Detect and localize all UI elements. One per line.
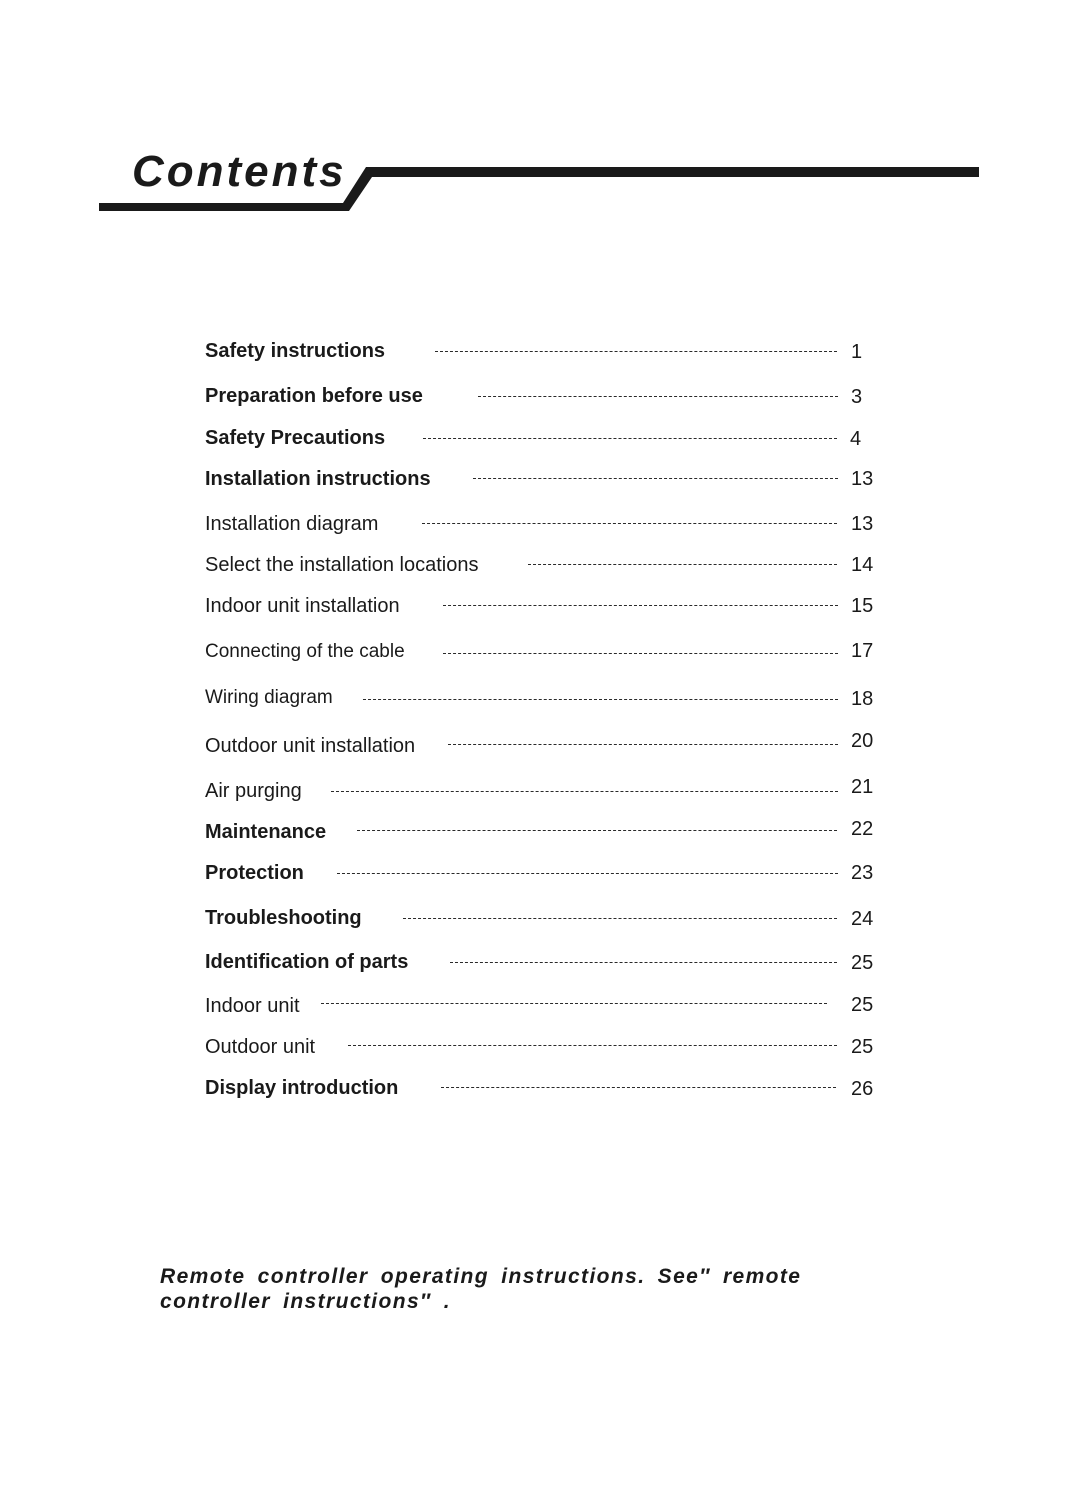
- toc-entry-label: Air purging: [205, 780, 302, 802]
- toc-page-number: 25: [851, 1036, 874, 1058]
- toc-leader-dots: [478, 396, 838, 397]
- toc-page-number: 13: [851, 513, 874, 535]
- toc-entry-label: Outdoor unit: [205, 1036, 316, 1058]
- toc-row[interactable]: [205, 900, 885, 930]
- toc-leader-dots: [528, 564, 837, 565]
- toc-page-number: 25: [851, 952, 874, 974]
- toc-entry-label: Installation instructions: [205, 468, 431, 490]
- toc-row[interactable]: [205, 461, 885, 491]
- toc-entry-label: Preparation before use: [205, 385, 423, 407]
- toc-leader-dots: [403, 918, 837, 919]
- toc-leader-dots: [422, 523, 837, 524]
- toc-entry-label: Select the installation locations: [205, 554, 479, 576]
- toc-page-number: 13: [851, 468, 874, 490]
- toc-entry-label: Display introduction: [205, 1077, 399, 1099]
- toc-leader-dots: [337, 873, 838, 874]
- toc-leader-dots: [348, 1045, 837, 1046]
- toc-row[interactable]: [205, 333, 885, 363]
- toc-row[interactable]: [205, 378, 885, 408]
- toc-page-number: 25: [851, 994, 874, 1016]
- toc-entry-label: Protection: [205, 862, 304, 884]
- toc-entry-label: Indoor unit installation: [205, 595, 400, 617]
- toc-row[interactable]: [205, 855, 885, 885]
- toc-leader-dots: [450, 962, 837, 963]
- toc-page-number: 15: [851, 595, 874, 617]
- toc-page-number: 14: [851, 554, 874, 576]
- toc-row[interactable]: [205, 588, 885, 618]
- toc-page-number: 4: [850, 428, 862, 450]
- toc-entry-label: Maintenance: [205, 821, 327, 843]
- toc-entry-label: Indoor unit: [205, 995, 300, 1017]
- toc-row[interactable]: [205, 547, 885, 577]
- toc-leader-dots: [435, 351, 837, 352]
- toc-row[interactable]: [205, 506, 885, 536]
- toc-row[interactable]: [205, 814, 885, 844]
- toc-page-number: 17: [851, 640, 874, 662]
- toc-entry-label: Wiring diagram: [205, 687, 333, 708]
- toc-leader-dots: [473, 478, 838, 479]
- toc-page-number: 23: [851, 862, 874, 884]
- toc-leader-dots: [441, 1087, 836, 1088]
- toc-entry-label: Identification of parts: [205, 951, 409, 973]
- toc-entry-label: Safety instructions: [205, 340, 386, 362]
- toc-entry-label: Outdoor unit installation: [205, 735, 416, 757]
- toc-row[interactable]: [205, 420, 885, 450]
- toc-page-number: 18: [851, 688, 874, 710]
- toc-leader-dots: [443, 605, 838, 606]
- toc-leader-dots: [321, 1003, 827, 1004]
- toc-row[interactable]: [205, 728, 885, 758]
- toc-leader-dots: [363, 699, 838, 700]
- toc-page-number: 20: [851, 730, 874, 752]
- toc-row[interactable]: [205, 988, 885, 1018]
- toc-leader-dots: [443, 653, 838, 654]
- toc-entry-label: Connecting of the cable: [205, 641, 405, 662]
- toc-row[interactable]: [205, 944, 885, 974]
- toc-page-number: 1: [851, 341, 863, 363]
- toc-row[interactable]: [205, 773, 885, 803]
- toc-page-number: 3: [851, 386, 863, 408]
- toc-page-number: 26: [851, 1078, 874, 1100]
- toc-page-number: 24: [851, 908, 874, 930]
- remote-controller-note: Remote controller operating instructions. See″ remote controller instructions″ .: [160, 1265, 802, 1313]
- toc-row[interactable]: [205, 680, 885, 710]
- toc-page-number: 22: [851, 818, 874, 840]
- toc-leader-dots: [331, 791, 838, 792]
- toc-row[interactable]: [205, 1029, 885, 1059]
- page-title: Contents: [132, 147, 347, 196]
- toc-row[interactable]: [205, 634, 885, 664]
- toc-entry-label: Installation diagram: [205, 513, 379, 535]
- toc-entry-label: Safety Precautions: [205, 427, 386, 449]
- toc-leader-dots: [448, 744, 838, 745]
- toc-entry-label: Troubleshooting: [205, 907, 362, 929]
- toc-page-number: 21: [851, 776, 874, 798]
- toc-row[interactable]: [205, 1070, 885, 1100]
- toc-leader-dots: [423, 438, 837, 439]
- toc-leader-dots: [357, 830, 837, 831]
